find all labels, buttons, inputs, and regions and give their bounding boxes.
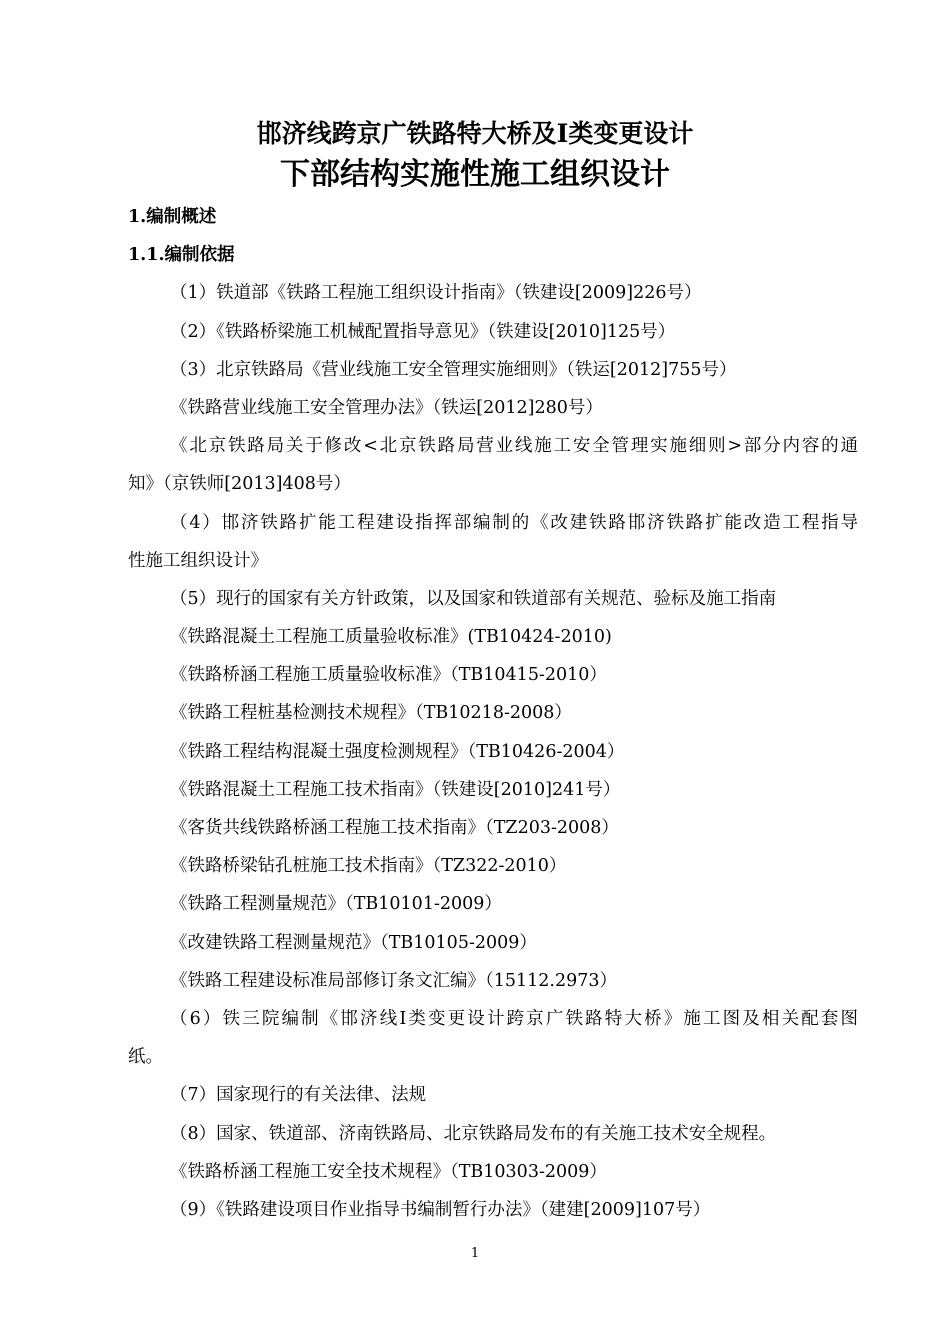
reference-item: （3）北京铁路局《营业线施工安全管理实施细则》（铁运[2012]755号） (170, 359, 737, 380)
document-title-line-2: 下部结构实施性施工组织设计 (280, 157, 670, 192)
reference-item: 《铁路工程建设标准局部修订条文汇编》（15112.2973） (170, 970, 618, 991)
reference-item: 《客货共线铁路桥涵工程施工技术指南》（TZ203-2008） (170, 818, 619, 838)
reference-item: （5）现行的国家有关方针政策，以及国家和铁道部有关规范、验标及施工指南 (170, 588, 777, 609)
subsection-heading: 1.1.编制依据 (128, 245, 235, 266)
reference-item: 《铁路营业线施工安全管理办法》（铁运[2012]280号） (170, 397, 603, 418)
reference-item: 《铁路工程桩基检测技术规程》（TB10218-2008） (170, 703, 572, 724)
reference-item: 《铁路桥涵工程施工质量验收标准》（TB10415-2010） (170, 665, 607, 686)
document-title-line-1: 邯济线跨京广铁路特大桥及Ⅰ类变更设计 (256, 119, 694, 148)
reference-item-continuation: 纸。 (128, 1047, 163, 1068)
reference-item: 《铁路工程测量规范》（TB10101-2009） (170, 894, 502, 915)
reference-item: （6）铁三院编制《邯济线Ⅰ类变更设计跨京广铁路特大桥》施工图及相关配套图 (170, 1008, 858, 1029)
reference-item-continuation: 性施工组织设计》 (128, 550, 268, 571)
reference-item: （4）邯济铁路扩能工程建设指挥部编制的《改建铁路邯济铁路扩能改造工程指导 (170, 512, 858, 533)
reference-item: 《铁路桥涵工程施工安全技术规程》（TB10303-2009） (170, 1161, 607, 1182)
reference-item-continuation: 知》（京铁师[2013]408号） (128, 474, 351, 495)
reference-item: 《铁路混凝土工程施工质量验收标准》(TB10424-2010) (170, 627, 612, 648)
reference-item: 《铁路工程结构混凝土强度检测规程》（TB10426-2004） (170, 741, 625, 762)
reference-item: （7）国家现行的有关法律、法规 (170, 1085, 427, 1106)
page-number: 1 (470, 1246, 480, 1261)
reference-item: （8）国家、铁道部、济南铁路局、北京铁路局发布的有关施工技术安全规程。 (170, 1123, 777, 1144)
reference-item: 《铁路混凝土工程施工技术指南》（铁建设[2010]241号） (170, 779, 621, 800)
reference-item: （2）《铁路桥梁施工机械配置指导意见》（铁建设[2010]125号） (170, 321, 676, 342)
reference-item: 《改建铁路工程测量规范》（TB10105-2009） (170, 932, 537, 953)
reference-item: 《铁路桥梁钻孔桩施工技术指南》（TZ322-2010） (170, 856, 567, 877)
reference-item: 《北京铁路局关于修改<北京铁路局营业线施工安全管理实施细则>部分内容的通 (170, 436, 858, 457)
reference-item: （1）铁道部《铁路工程施工组织设计指南》（铁建设[2009]226号） (170, 283, 702, 304)
section-heading: 1.编制概述 (128, 207, 217, 227)
document-body (128, 198, 858, 1229)
reference-item: （9）《铁路建设项目作业指导书编制暂行办法》（建建[2009]107号） (170, 1199, 711, 1220)
